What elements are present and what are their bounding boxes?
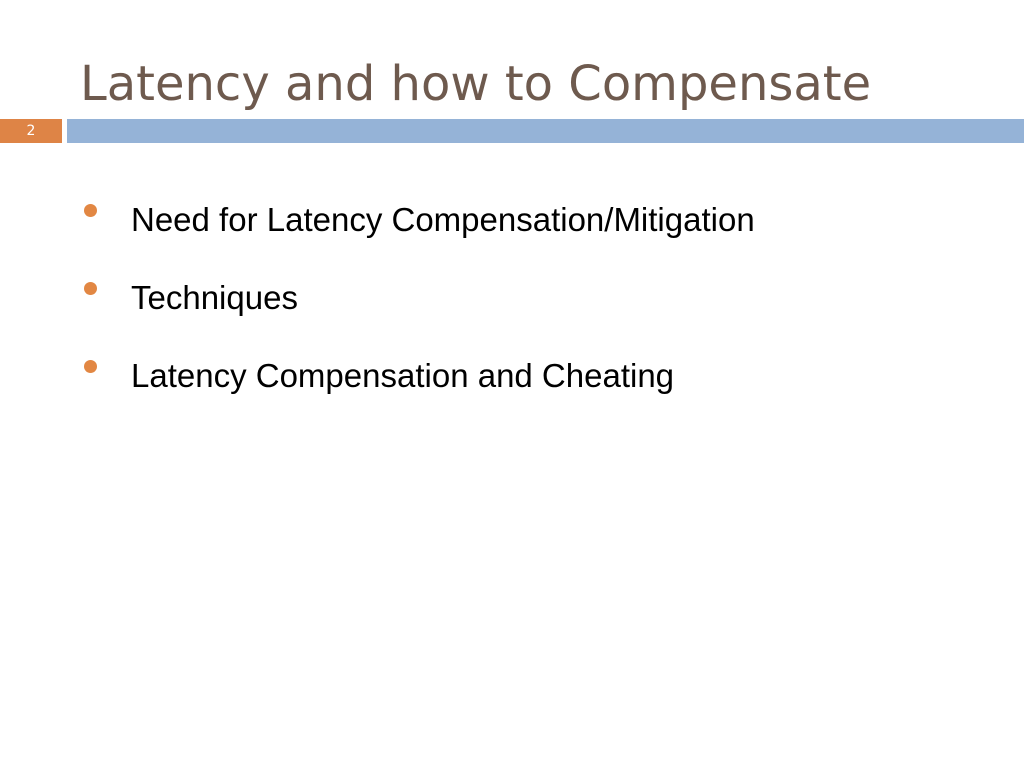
slide-number-badge: 2 [0,119,62,143]
title-underline-bar [67,119,1024,143]
bullet-dot-icon [84,360,97,373]
slide-title: Latency and how to Compensate [80,56,872,112]
bullet-dot-icon [84,204,97,217]
bullet-text: Need for Latency Compensation/Mitigation [131,201,755,238]
bullet-text: Latency Compensation and Cheating [131,357,675,394]
bullet-dot-icon [84,282,97,295]
bullet-text: Techniques [131,279,298,316]
